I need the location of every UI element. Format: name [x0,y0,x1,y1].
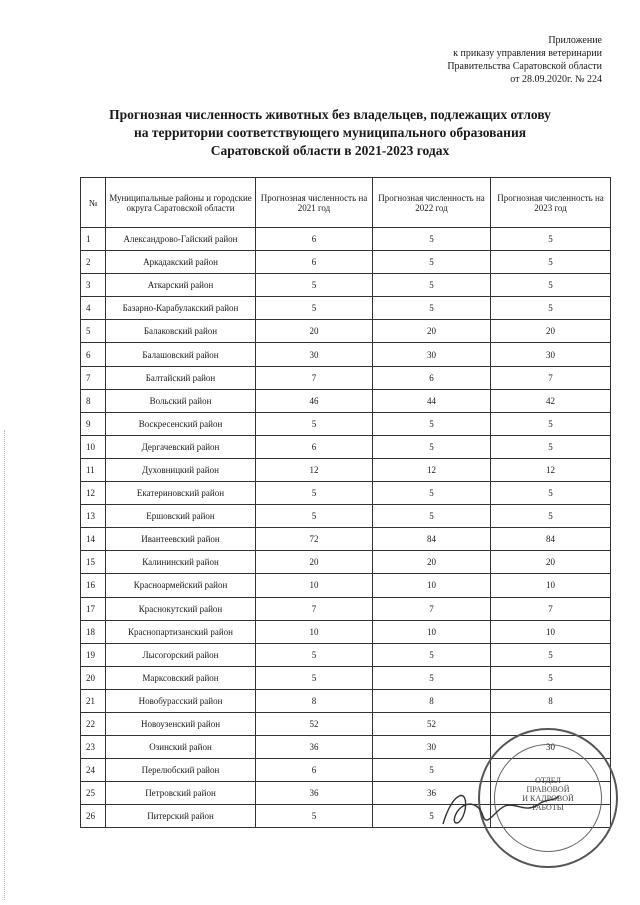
cell-2023: 12 [491,458,611,481]
cell-district: Аткарский район [106,274,256,297]
cell-2023: 30 [491,343,611,366]
cell-2023: 8 [491,689,611,712]
cell-district: Воскресенский район [106,412,256,435]
cell-num: 25 [81,782,106,805]
cell-num: 5 [81,320,106,343]
appendix-block [362,34,602,86]
cell-num: 8 [81,389,106,412]
cell-2021: 6 [256,759,373,782]
cell-district: Петровский район [106,782,256,805]
cell-2022: 5 [373,412,491,435]
cell-2023: 5 [491,666,611,689]
cell-num: 14 [81,528,106,551]
header-district: Муниципальные районы и городские округа Саратовской области [106,178,256,228]
cell-2021: 10 [256,574,373,597]
table-row [81,412,611,435]
cell-district: Вольский район [106,389,256,412]
cell-district: Екатериновский район [106,482,256,505]
cell-2022: 44 [373,389,491,412]
header-2021: Прогнозная численность на 2021 год [256,178,373,228]
cell-2023: 5 [491,251,611,274]
cell-district: Питерский район [106,805,256,828]
cell-2021: 12 [256,458,373,481]
cell-num: 11 [81,458,106,481]
cell-2022: 10 [373,620,491,643]
cell-2023: 5 [491,274,611,297]
cell-2021: 5 [256,482,373,505]
signature [435,780,565,840]
cell-num: 12 [81,482,106,505]
table-row [81,251,611,274]
table-row [81,666,611,689]
cell-2023: 10 [491,620,611,643]
cell-2022: 12 [373,458,491,481]
cell-2022: 7 [373,597,491,620]
cell-2023: 5 [491,435,611,458]
cell-2022: 5 [373,297,491,320]
table-row [81,528,611,551]
table-row [81,274,611,297]
table-row [81,597,611,620]
table-row [81,689,611,712]
cell-district: Краснопартизанский район [106,620,256,643]
table-row [81,620,611,643]
title-line: Прогнозная численность животных без владельцев, подлежащих отлову [109,107,551,122]
table-row [81,435,611,458]
cell-num: 3 [81,274,106,297]
cell-district: Озинский район [106,736,256,759]
cell-2022: 5 [373,505,491,528]
cell-2023: 10 [491,574,611,597]
appendix-line: к приказу управления ветеринарии [453,48,602,59]
cell-num: 19 [81,643,106,666]
cell-2021: 5 [256,505,373,528]
cell-district: Красноармейский район [106,574,256,597]
cell-2023: 7 [491,597,611,620]
cell-2023: 84 [491,528,611,551]
header-2022: Прогнозная численность на 2022 год [373,178,491,228]
cell-num: 13 [81,505,106,528]
cell-2023: 5 [491,482,611,505]
title-line: Саратовской области в 2021-2023 годах [210,143,450,158]
cell-district: Лысогорский район [106,643,256,666]
stamp-line: ОТДЕЛ [535,776,561,785]
cell-num: 2 [81,251,106,274]
cell-2021: 7 [256,366,373,389]
cell-2023: 30 [491,736,611,759]
table-row [81,228,611,251]
cell-num: 18 [81,620,106,643]
cell-num: 20 [81,666,106,689]
table-row [81,551,611,574]
cell-num: 1 [81,228,106,251]
cell-2021: 7 [256,597,373,620]
cell-2022: 5 [373,228,491,251]
cell-2022: 5 [373,435,491,458]
cell-2022: 5 [373,666,491,689]
table-row [81,574,611,597]
appendix-line: Приложение [548,35,602,46]
table-row [81,389,611,412]
cell-2022: 52 [373,712,491,735]
cell-num: 15 [81,551,106,574]
cell-2023: 5 [491,297,611,320]
cell-2023: 20 [491,551,611,574]
cell-2021: 20 [256,320,373,343]
header-num: № [81,178,106,228]
cell-2022: 8 [373,689,491,712]
cell-2021: 6 [256,228,373,251]
cell-2021: 46 [256,389,373,412]
cell-2023: 5 [491,643,611,666]
cell-2021: 5 [256,412,373,435]
cell-2022: 5 [373,251,491,274]
table-row [81,482,611,505]
cell-district: Новобурасский район [106,689,256,712]
cell-2021: 5 [256,297,373,320]
cell-2023: 7 [491,366,611,389]
cell-2021: 20 [256,551,373,574]
title-line: на территории соответствующего муниципального образования [133,125,527,140]
cell-2022: 20 [373,551,491,574]
cell-2022: 6 [373,366,491,389]
scan-edge [4,430,6,900]
cell-2021: 72 [256,528,373,551]
cell-2023: 5 [491,412,611,435]
table-row [81,320,611,343]
cell-2021: 30 [256,343,373,366]
cell-2022: 36 [373,782,491,805]
cell-2022: 5 [373,759,491,782]
cell-num: 4 [81,297,106,320]
cell-num: 23 [81,736,106,759]
table-row [81,458,611,481]
table-row [81,343,611,366]
table-row [81,366,611,389]
cell-2021: 52 [256,712,373,735]
cell-2022: 84 [373,528,491,551]
cell-2021: 10 [256,620,373,643]
table-row [81,505,611,528]
cell-district: Калининский район [106,551,256,574]
cell-2023: 5 [491,228,611,251]
header-2023: Прогнозная численность на 2023 год [491,178,611,228]
cell-2023: 42 [491,389,611,412]
cell-2021: 6 [256,435,373,458]
cell-num: 22 [81,712,106,735]
table-row [81,297,611,320]
cell-district: Марксовский район [106,666,256,689]
cell-num: 16 [81,574,106,597]
cell-num: 10 [81,435,106,458]
cell-2023: 5 [491,505,611,528]
cell-2021: 6 [256,251,373,274]
cell-district: Базарно-Карабулакский район [106,297,256,320]
cell-district: Ершовский район [106,505,256,528]
cell-2021: 8 [256,689,373,712]
stamp-line: РАБОТЫ [532,803,564,812]
cell-2022: 5 [373,482,491,505]
appendix-order-date: от 28.09.2020г. № 224 [510,74,602,85]
cell-2022: 5 [373,274,491,297]
cell-2023: 20 [491,320,611,343]
cell-2021: 5 [256,274,373,297]
table-row [81,643,611,666]
appendix-line: Правительства Саратовской области [447,61,602,72]
cell-2021: 36 [256,782,373,805]
cell-2022: 20 [373,320,491,343]
table-header-row [81,178,611,228]
cell-num: 17 [81,597,106,620]
cell-2022: 30 [373,736,491,759]
cell-district: Балаковский район [106,320,256,343]
cell-2021: 5 [256,805,373,828]
cell-district: Духовницкий район [106,458,256,481]
stamp-line: ПРАВОВОЙ [526,785,570,794]
cell-2022: 30 [373,343,491,366]
cell-district: Александрово-Гайский район [106,228,256,251]
cell-num: 21 [81,689,106,712]
cell-2021: 5 [256,666,373,689]
cell-district: Балтайский район [106,366,256,389]
cell-num: 24 [81,759,106,782]
cell-2022: 5 [373,805,491,828]
cell-num: 6 [81,343,106,366]
cell-district: Аркадакский район [106,251,256,274]
cell-num: 7 [81,366,106,389]
cell-2021: 36 [256,736,373,759]
cell-district: Перелюбский район [106,759,256,782]
cell-2022: 10 [373,574,491,597]
cell-2021: 5 [256,643,373,666]
cell-district: Ивантеевский район [106,528,256,551]
stamp-line: И КАДРОВОЙ [522,794,574,803]
cell-district: Новоузенский район [106,712,256,735]
cell-2022: 5 [373,643,491,666]
cell-num: 9 [81,412,106,435]
cell-district: Дергачевский район [106,435,256,458]
cell-district: Балашовский район [106,343,256,366]
cell-district: Краснокутский район [106,597,256,620]
cell-num: 26 [81,805,106,828]
document-title [60,106,600,160]
